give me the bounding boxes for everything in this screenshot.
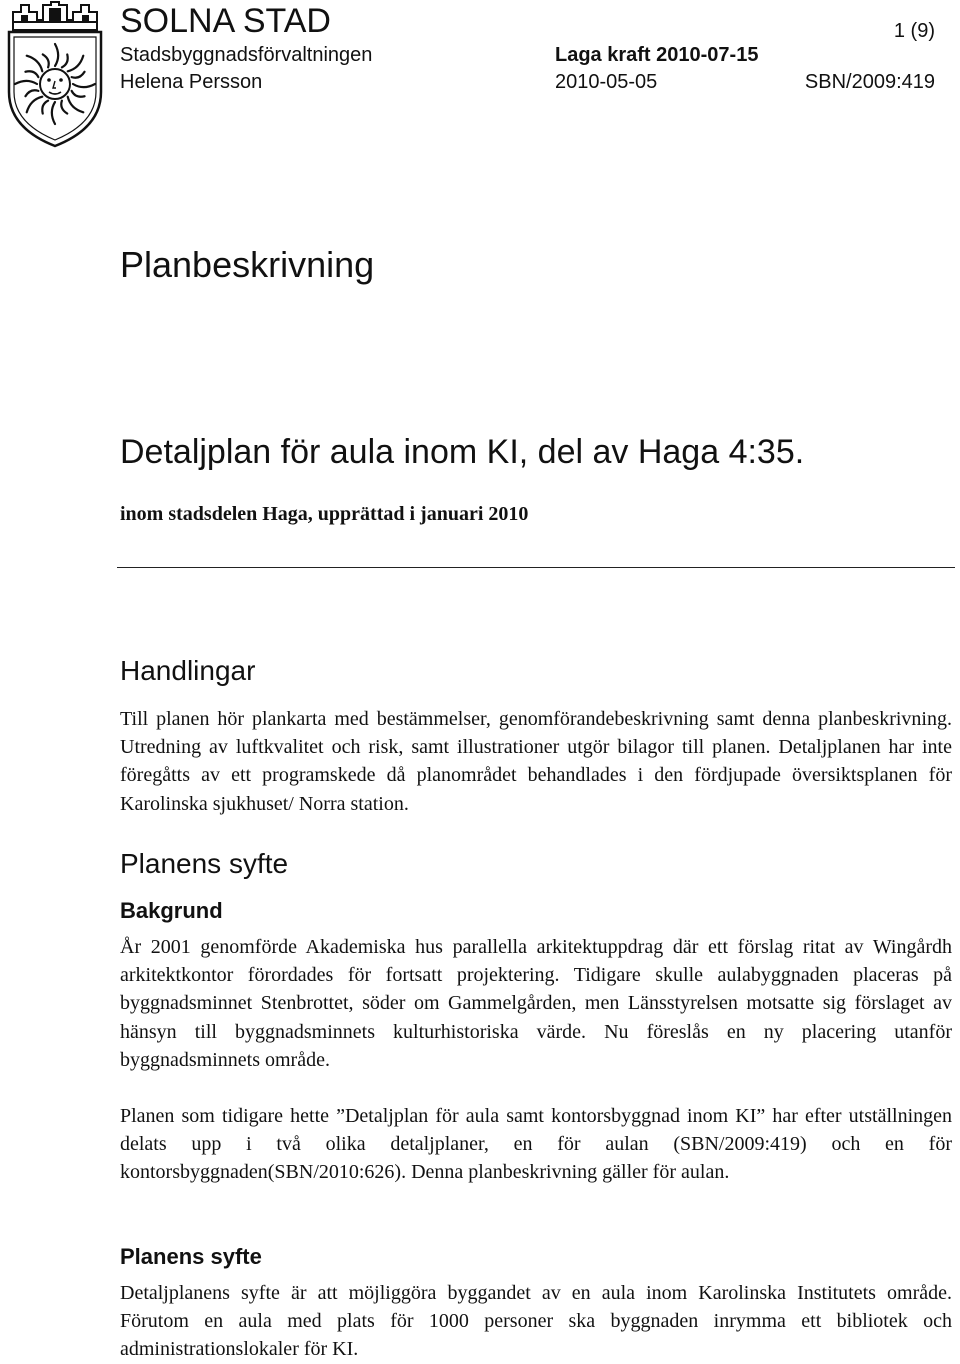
document-date: 2010-05-05	[555, 71, 658, 93]
section-heading-planens-syfte: Planens syfte	[120, 848, 289, 879]
plan-subtitle: inom stadsdelen Haga, upprättad i januari 2010	[120, 503, 529, 525]
section-heading-handlingar: Handlingar	[120, 655, 256, 686]
document-type-title: Planbeskrivning	[120, 244, 375, 285]
paragraph-bakgrund-1: År 2001 genomförde Akademiska hus parallella arkitektuppdrag där ett förslag ritat av Wingårdh arkitektkontor förordades för fortsatt projektering. Tidigare skulle aulabyggnaden placeras på byggnadsminnet Stenbrottet, söder om Gammelgården, men Länsstyrelsen motsatte sig förslaget av hänsyn till byggnadsminnets kulturhistoriska värde. Nu föreslås en ny placering utanför byggnadsminnets område.	[120, 936, 952, 1071]
author-name: Helena Persson	[120, 71, 263, 93]
department-name: Stadsbyggnadsförvaltningen	[120, 44, 373, 66]
solna-coat-of-arms-sun-icon	[3, 0, 107, 150]
plan-title: Detaljplan för aula inom KI, del av Haga 4:35.	[120, 433, 805, 471]
title-divider	[117, 567, 955, 568]
page-number: 1 (9)	[893, 20, 935, 42]
subheading-planens-syfte: Planens syfte	[120, 1244, 262, 1269]
legal-force-status: Laga kraft 2010-07-15	[555, 44, 759, 66]
subheading-bakgrund: Bakgrund	[120, 898, 223, 923]
paragraph-bakgrund-2: Planen som tidigare hette ”Detaljplan för aula samt kontorsbyggnad inom KI” har efter utställningen delats upp i två olika detaljplaner, en för aulan (SBN/2009:419) och en för kontorsbyggnaden(SBN/2010:626). Denna planbeskrivning gäller för aulan.	[120, 1105, 952, 1184]
paragraph-planens-syfte: Detaljplanens syfte är att möjliggöra byggandet av en aula inom Karolinska Institutets område. Förutom en aula med plats för 1000 personer ska byggnaden inrymma ett bibliotek och administrationslokaler för KI.	[120, 1282, 952, 1361]
paragraph-handlingar: Till planen hör plankarta med bestämmelser, genomförandebeskrivning samt denna planbeskrivning. Utredning av luftkvalitet och risk, samt illustrationer utgör bilagor till planen. Detaljplanen har inte föregåtts av ett programskede då planområdet behandlades i den fördjupade översiktsplanen för Karolinska sjukhuset/ Norra station.	[120, 708, 952, 815]
organization-name: SOLNA STAD	[120, 2, 331, 40]
case-number: SBN/2009:419	[804, 71, 935, 93]
